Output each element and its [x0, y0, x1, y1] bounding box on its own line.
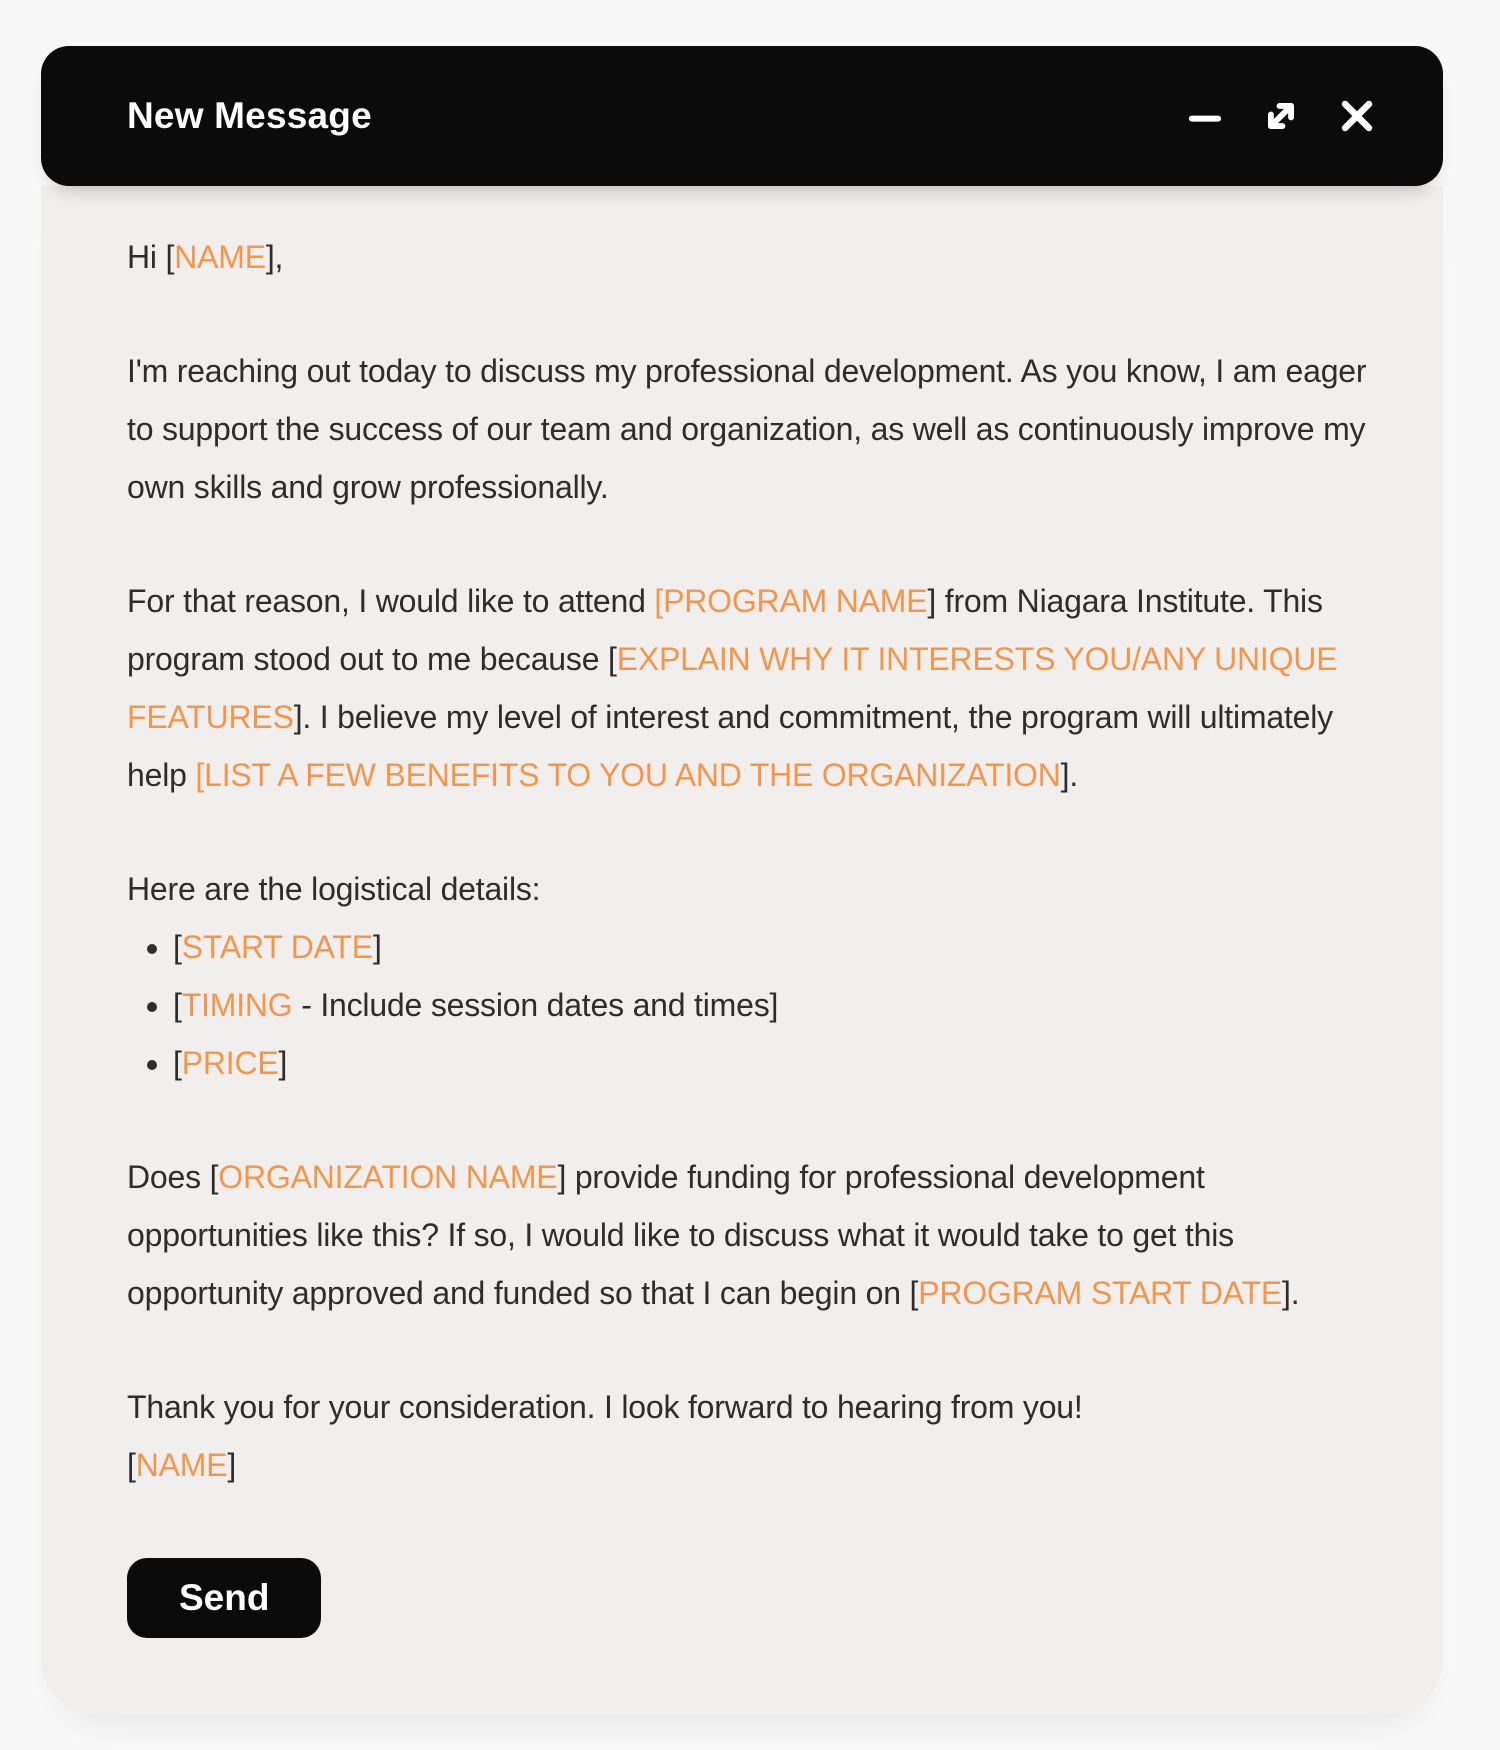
text-run: For that reason, I would like to attend — [127, 583, 655, 619]
placeholder-token: [LIST A FEW BENEFITS TO YOU AND THE ORGANIZATION — [195, 757, 1061, 793]
close-icon[interactable] — [1335, 94, 1379, 138]
text-run: Thank you for your consideration. I look forward to hearing from you! — [127, 1389, 1083, 1425]
text-run: Does [ — [127, 1159, 219, 1195]
text-run: ]. — [1282, 1275, 1300, 1311]
minimize-icon[interactable] — [1183, 94, 1227, 138]
list-item — [173, 976, 1391, 1034]
details-list — [127, 918, 1391, 1092]
compose-titlebar — [41, 46, 1443, 186]
text-run: ] provide funding for professional development opportunities like this? If so, I would like to discuss what it would take to get this opportunity approved and funded so that I can begin on [ — [127, 1159, 1234, 1311]
text-run: ] from Niagara Institute. This program stood out to me because [ — [127, 583, 1323, 677]
placeholder-token: ORGANIZATION NAME — [218, 1159, 558, 1195]
placeholder-token: START DATE — [181, 929, 373, 965]
text-run: ] — [278, 1045, 288, 1081]
list-item — [173, 918, 1391, 976]
text-run: Here are the logistical details: — [127, 871, 541, 907]
paragraph — [127, 1148, 1391, 1322]
paragraph — [127, 1378, 1391, 1494]
compose-window — [41, 46, 1443, 1715]
text-run: ]. — [1060, 757, 1079, 793]
list-item — [173, 1034, 1391, 1092]
text-run: ], — [265, 239, 284, 275]
placeholder-token: PROGRAM START DATE — [918, 1275, 1283, 1311]
message-text-area[interactable] — [127, 228, 1391, 1494]
window-controls — [1183, 94, 1379, 138]
text-run: [ — [173, 1045, 182, 1081]
text-run: ] — [227, 1447, 237, 1483]
text-run: - Include session dates and times] — [292, 987, 779, 1023]
send-button[interactable]: Send — [127, 1558, 321, 1638]
text-run: [ — [127, 1447, 136, 1483]
text-run: Hi [ — [127, 239, 175, 275]
window-title: New Message — [127, 95, 372, 136]
text-run: ] — [372, 929, 382, 965]
paragraph — [127, 342, 1391, 516]
paragraph — [127, 228, 1391, 286]
paragraph — [127, 860, 1391, 918]
placeholder-token: TIMING — [181, 987, 293, 1023]
placeholder-token: PRICE — [181, 1045, 279, 1081]
text-run: [ — [173, 987, 182, 1023]
compose-body — [41, 186, 1443, 1715]
placeholder-token: EXPLAIN WHY IT INTERESTS YOU/ANY UNIQUE FEATURES — [127, 641, 1338, 735]
text-run: I'm reaching out today to discuss my professional development. As you know, I am eager to support the success of our team and organization, as well as continuously improve my own skills and grow professionally. — [127, 353, 1367, 505]
text-run: ]. I believe my level of interest and commitment, the program will ultimately help — [127, 699, 1333, 793]
placeholder-token: [PROGRAM NAME — [654, 583, 928, 619]
placeholder-token: NAME — [135, 1447, 228, 1483]
paragraph — [127, 572, 1391, 804]
text-run: [ — [173, 929, 182, 965]
expand-icon[interactable] — [1259, 94, 1303, 138]
placeholder-token: NAME — [174, 239, 266, 275]
